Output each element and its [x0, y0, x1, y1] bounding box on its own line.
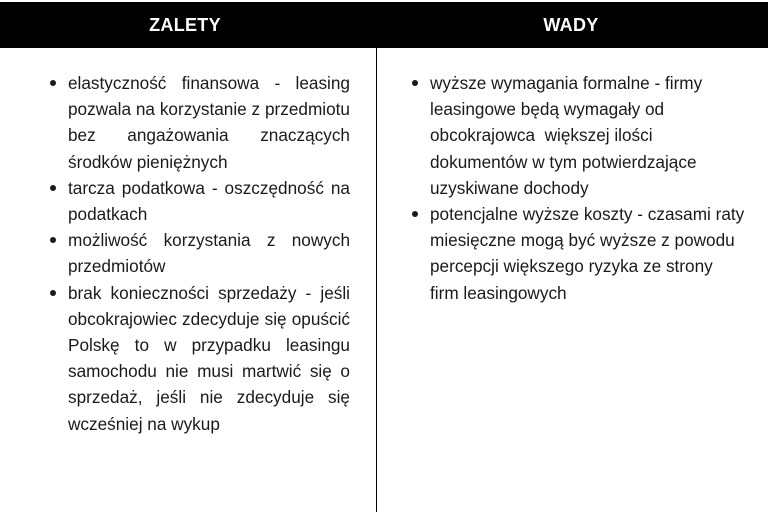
list-item — [44, 70, 350, 175]
bullet-icon — [50, 237, 56, 243]
list-item — [406, 70, 746, 201]
list-item — [44, 227, 350, 279]
list-item — [406, 201, 746, 306]
advantage-text: tarcza podatkowa - oszczędność na podatkach — [68, 177, 350, 225]
advantage-text: brak konieczności sprzedaży - jeśli obcokrajowiec zdecyduje się opuścić Polskę to w przypadku leasingu samochodu nie musi martwić się o sprzedaż, jeśli nie zdecyduje się wcześniej na wykup — [68, 282, 350, 434]
disadvantage-text: wyższe wymagania formalne - firmy leasingowe będą wymagały od obcokrajowca większej ilości dokumentów w tym potwierdzające uzyskiwane dochody — [430, 73, 707, 198]
bullet-icon — [412, 211, 418, 217]
disadvantages-heading: WADY — [543, 15, 599, 35]
advantages-heading: ZALETY — [149, 15, 221, 35]
list-item — [44, 175, 350, 227]
bullet-icon — [50, 290, 56, 296]
advantages-list — [44, 70, 350, 437]
advantage-text: elastyczność finansowa - leasing pozwala na korzystanie z przedmiotu bez angażowania znaczących środków pieniężnych — [68, 73, 350, 172]
bullet-icon — [50, 80, 56, 86]
bullet-icon — [412, 80, 418, 86]
bullet-icon — [50, 185, 56, 191]
advantage-text: możliwość korzystania z nowych przedmiotów — [68, 230, 350, 277]
disadvantage-text: potencjalne wyższe koszty - czasami raty miesięczne mogą być wyższe z powodu percepcji większego ryzyka ze strony firm leasingowych — [430, 204, 745, 303]
disadvantages-list — [406, 70, 746, 306]
header-bar — [0, 2, 768, 48]
list-item — [44, 280, 350, 437]
column-divider — [376, 48, 377, 512]
